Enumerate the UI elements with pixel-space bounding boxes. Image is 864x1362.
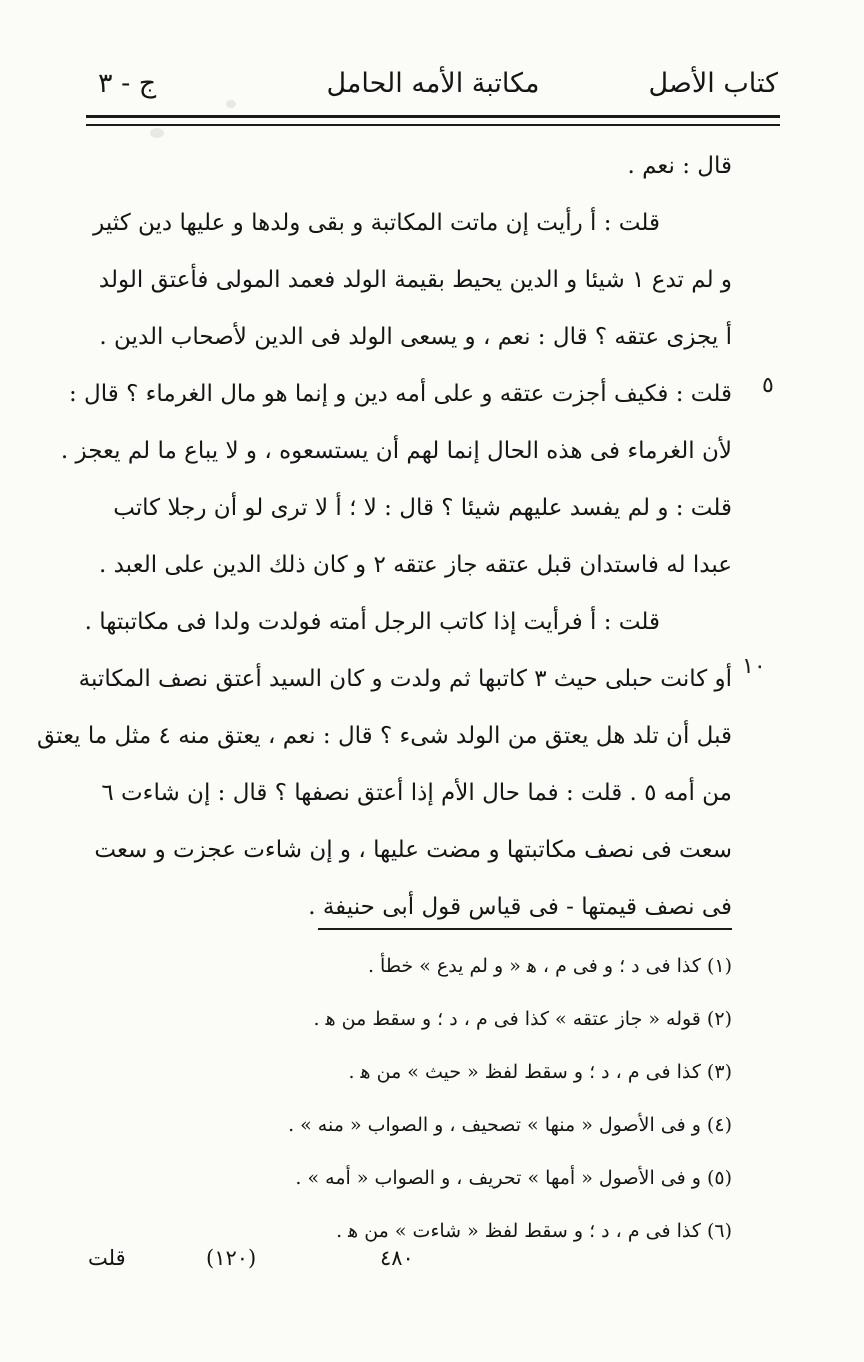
header-rule	[86, 115, 780, 118]
footnote: (٣) كذا فى م ، د ؛ و سقط لفظ « حيث » من ﻫ .	[348, 1061, 732, 1083]
text-line: قال : نعم .	[627, 153, 732, 179]
footnotes	[88, 940, 732, 1258]
page-number: ٤٨٠	[380, 1246, 414, 1270]
text-line: سعت فى نصف مكاتبتها و مضت عليها ، و إن شاءت عجزت و سعت	[94, 837, 732, 863]
main-text	[36, 138, 732, 936]
line-marker-5: ٥	[762, 373, 774, 398]
page-footer	[88, 1246, 732, 1286]
text-line: من أمه ٥ . قلت : فما حال الأم إذا أعتق نصفها ؟ قال : إن شاءت ٦	[101, 780, 732, 806]
text-line: قلت : أ فرأيت إذا كاتب الرجل أمته فولدت ولدا فى مكاتبتها .	[84, 609, 660, 635]
text-line: و لم تدع ١ شيئا و الدين يحيط بقيمة الولد فعمد المولى فأعتق الولد	[98, 267, 732, 293]
footnote: (٦) كذا فى م ، د ؛ و سقط لفظ « شاءت » من ﻫ .	[336, 1220, 732, 1242]
catchword: قلت	[88, 1246, 126, 1270]
running-header	[88, 62, 778, 112]
text-line: أو كانت حبلى حيث ٣ كاتبها ثم ولدت و كان السيد أعتق نصف المكاتبة	[78, 666, 732, 692]
text-line: قلت : و لم يفسد عليهم شيئا ؟ قال : لا ؛ أ لا ترى لو أن رجلا كاتب	[113, 495, 732, 521]
text-line: قبل أن تلد هل يعتق من الولد شىء ؟ قال : نعم ، يعتق منه ٤ مثل ما يعتق	[36, 723, 732, 749]
paper-stain	[150, 128, 164, 138]
text-line: فى نصف قيمتها - فى قياس قول أبى حنيفة .	[308, 894, 732, 920]
footnote-rule	[318, 928, 732, 930]
section-number: (١٢٠)	[206, 1246, 257, 1270]
text-line: قلت : فكيف أجزت عتقه و على أمه دين و إنما هو مال الغرماء ؟ قال :	[68, 381, 732, 407]
text-line: لأن الغرماء فى هذه الحال إنما لهم أن يستسعوه ، و لا يباع ما لم يعجز .	[60, 438, 732, 464]
header-rule-thin	[86, 124, 780, 126]
footnote: (١) كذا فى د ؛ و فى م ، ﻫ « و لم يدع » خطأ .	[367, 955, 732, 977]
book-title: كتاب الأصل	[648, 68, 778, 99]
text-line: عبدا له فاستدان قبل عتقه جاز عتقه ٢ و كان ذلك الدين على العبد .	[98, 552, 732, 578]
footnote: (٥) و فى الأصول « أمها » تحريف ، و الصواب « أمه » .	[295, 1167, 732, 1189]
footnote: (٢) قوله « جاز عتقه » كذا فى م ، د ؛ و سقط من ﻫ .	[313, 1008, 732, 1030]
volume-number: ج - ٣	[98, 68, 157, 99]
line-marker-10: ١٠	[742, 654, 766, 679]
text-line: أ يجزى عتقه ؟ قال : نعم ، و يسعى الولد فى الدين لأصحاب الدين .	[99, 324, 732, 350]
footnote: (٤) و فى الأصول « منها » تصحيف ، و الصواب « منه » .	[288, 1114, 732, 1136]
chapter-title: مكاتبة الأمه الحامل	[326, 68, 540, 99]
text-line: قلت : أ رأيت إن ماتت المكاتبة و بقى ولدها و عليها دين كثير	[93, 210, 660, 236]
